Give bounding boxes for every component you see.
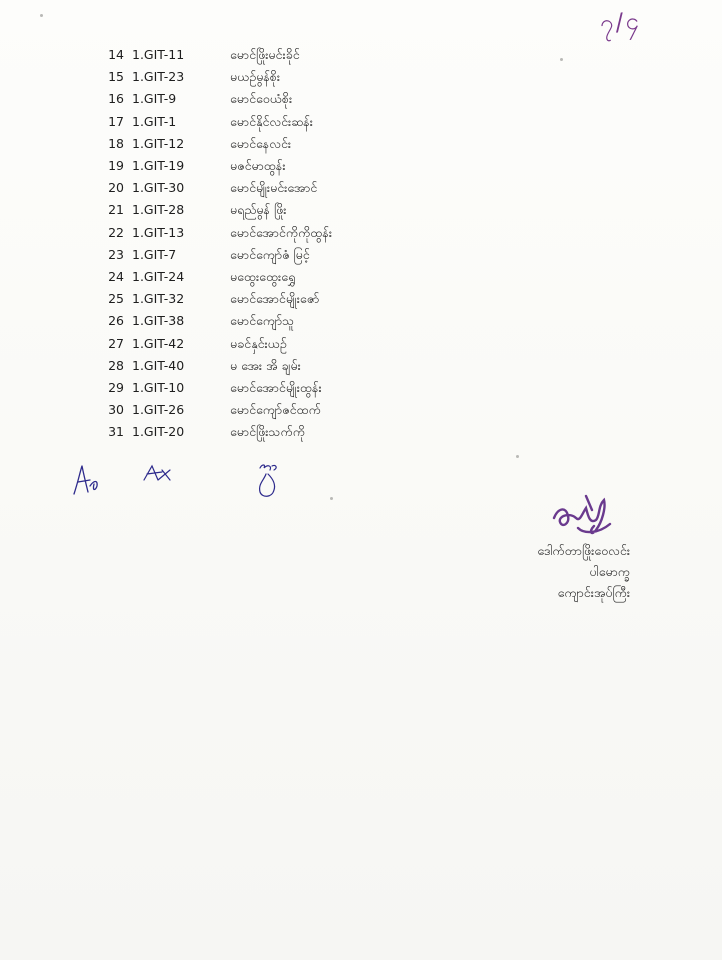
student-id: 1.GIT-38: [132, 313, 185, 329]
row-number: 18: [108, 135, 124, 151]
roster-row: [100, 244, 440, 266]
row-number: 16: [108, 91, 124, 107]
row-number: 30: [108, 402, 124, 418]
row-number: 15: [108, 69, 124, 85]
witness-signature: [70, 462, 104, 498]
row-number: 31: [108, 424, 124, 440]
row-number: 17: [108, 113, 124, 129]
student-name: မယဥ်မွန်စိုး: [230, 69, 281, 85]
roster-row: [100, 88, 440, 110]
roster-row: [100, 377, 440, 399]
roster-row: [100, 310, 440, 332]
witness-signature: [250, 462, 286, 502]
student-name: မောင်အောင်မျိုးထွန်း: [230, 379, 322, 395]
student-id: 1.GIT-19: [132, 158, 185, 174]
student-name: မောင်အောင်မျိုးဇော်: [230, 291, 320, 307]
paper-speck: [40, 14, 43, 17]
roster-row: [100, 111, 440, 133]
student-id: 1.GIT-26: [132, 402, 185, 418]
roster-row: [100, 133, 440, 155]
student-name: မရည်မွန် ဖြိုး: [230, 202, 287, 218]
student-name: မ အေး အိ ချမ်း: [230, 357, 301, 373]
roster-row: [100, 222, 440, 244]
roster-row: [100, 177, 440, 199]
roster-row: [100, 332, 440, 354]
student-name: မောင်နိုင်လင်းဆန်း: [230, 113, 313, 129]
roster-row: [100, 355, 440, 377]
student-id: 1.GIT-40: [132, 357, 185, 373]
student-id: 1.GIT-32: [132, 291, 185, 307]
student-name: မောင်ဖြိုးသက်ကို: [230, 424, 305, 440]
student-name: မောင်အောင်ကိုကိုထွန်း: [230, 224, 333, 240]
roster-row: [100, 399, 440, 421]
row-number: 25: [108, 291, 124, 307]
witness-signature: [140, 462, 174, 486]
principal-signature: [548, 488, 618, 538]
student-id: 1.GIT-7: [132, 246, 177, 262]
student-id: 1.GIT-28: [132, 202, 185, 218]
signatory-position: ကျောင်းအုပ်ကြီး: [557, 585, 630, 600]
row-number: 28: [108, 357, 124, 373]
row-number: 24: [108, 268, 124, 284]
student-id: 1.GIT-1: [132, 113, 177, 129]
roster-row: [100, 266, 440, 288]
row-number: 23: [108, 246, 124, 262]
row-number: 22: [108, 224, 124, 240]
student-name: မထွေးထွေးရွှေ: [230, 268, 296, 284]
student-name: မောင်ကျော်သူ: [230, 313, 295, 329]
signatory-title: ပါမောက္ခ: [589, 564, 630, 579]
signatory-block: [537, 540, 630, 603]
row-number: 29: [108, 379, 124, 395]
student-name: မောင်ဖြိုးမင်းခိုင်: [230, 47, 300, 63]
student-id: 1.GIT-12: [132, 135, 185, 151]
student-name: မခင်နှင်းယဥ်: [230, 335, 287, 351]
roster-row: [100, 421, 440, 443]
student-id: 1.GIT-11: [132, 47, 185, 63]
roster-row: [100, 155, 440, 177]
student-name: မောင်ကျော်ဇင်ထက်: [230, 402, 321, 418]
student-id: 1.GIT-20: [132, 424, 185, 440]
student-name: မောင်ဝေယံစိုး: [230, 91, 293, 107]
student-name: မောင်နေလင်း: [230, 135, 292, 151]
student-id: 1.GIT-23: [132, 69, 185, 85]
student-id: 1.GIT-9: [132, 91, 177, 107]
row-number: 26: [108, 313, 124, 329]
student-id: 1.GIT-42: [132, 335, 185, 351]
student-name: မောင်ကျော်ဇံ မြင့်: [230, 246, 310, 262]
row-number: 20: [108, 180, 124, 196]
student-name: မဇင်မာထွန်း: [230, 158, 286, 174]
roster-row: [100, 199, 440, 221]
page-number: ၇/၄: [598, 6, 642, 38]
paper-speck: [516, 455, 519, 458]
student-id: 1.GIT-10: [132, 379, 185, 395]
student-id: 1.GIT-24: [132, 268, 185, 284]
student-id: 1.GIT-13: [132, 224, 185, 240]
student-id: 1.GIT-30: [132, 180, 185, 196]
signatory-name: ဒေါက်တာဖြိုးဝေလင်း: [537, 543, 630, 558]
paper-speck: [330, 497, 333, 500]
roster-row: [100, 66, 440, 88]
student-roster: [100, 44, 440, 443]
row-number: 14: [108, 47, 124, 63]
roster-row: [100, 288, 440, 310]
row-number: 27: [108, 335, 124, 351]
row-number: 21: [108, 202, 124, 218]
student-name: မောင်မျိုးမင်းအောင်: [230, 180, 318, 196]
paper-speck: [560, 58, 563, 61]
row-number: 19: [108, 158, 124, 174]
roster-row: [100, 44, 440, 66]
